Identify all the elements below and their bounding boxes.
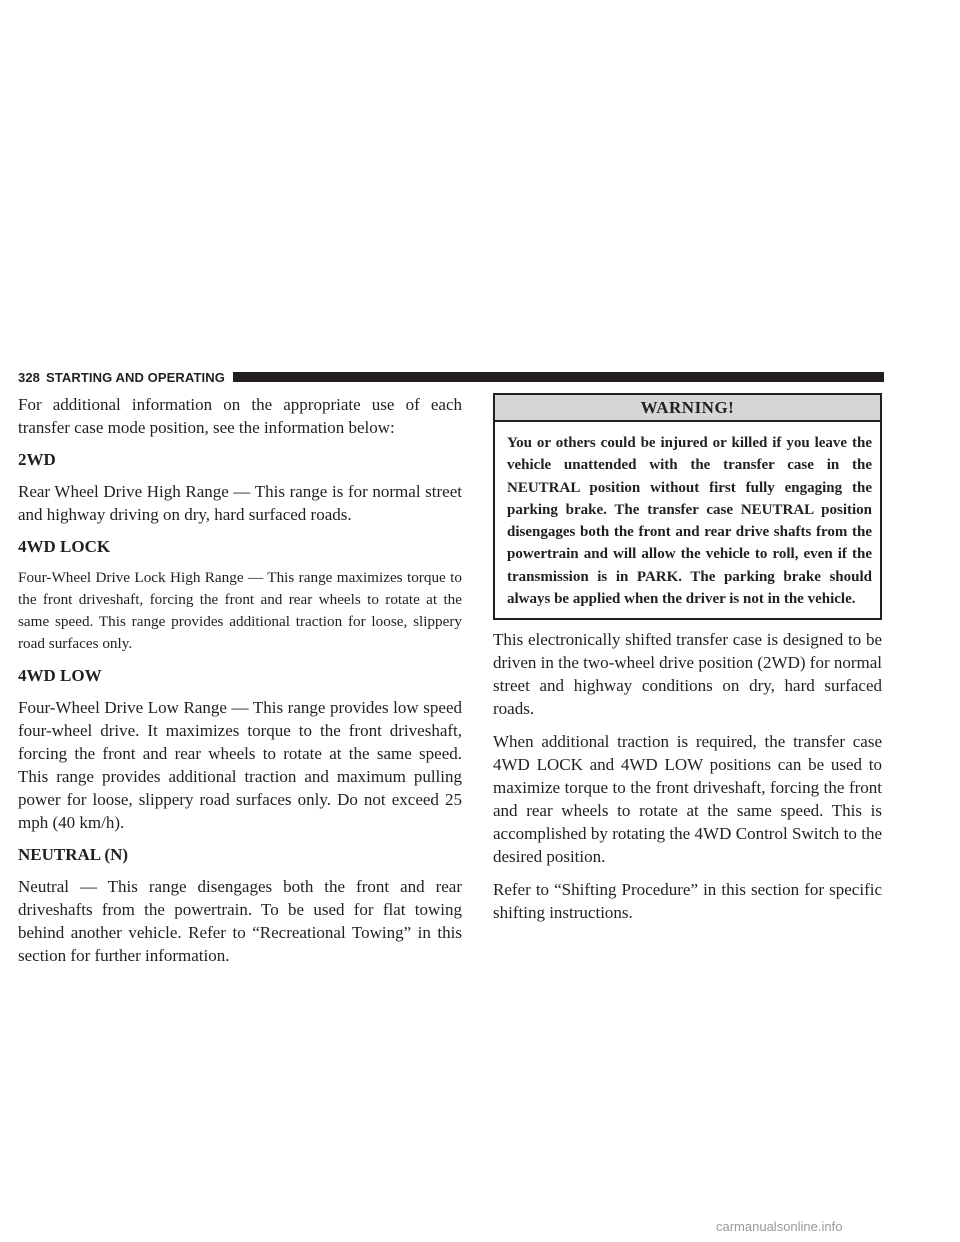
heading-4wd-lock: 4WD LOCK <box>18 537 111 556</box>
paragraph-transfer-case: This electronically shifted transfer case is designed to be driven in the two-wheel drive position (2WD) for normal street and highway conditions on dry, hard surfaced roads. <box>493 630 883 719</box>
paragraph-additional-traction: When additional traction is required, the transfer case 4WD LOCK and 4WD LOW positions can be used to maximize torque to the front driveshaft, forcing the front and rear wheels to rotate at the same speed. This is accomplished by rotating the 4WD Control Switch to the desired position. <box>493 732 882 867</box>
paragraph-2wd: Rear Wheel Drive High Range — This range is for normal street and highway driving on dry, hard surfaced roads. <box>18 482 462 524</box>
intro-paragraph: For additional information on the appropriate use of each transfer case mode position, see the information below: <box>18 395 462 437</box>
paragraph-4wd-lock: Four-Wheel Drive Lock High Range — This range maximizes torque to the front driveshaft, forcing the front and rear wheels to rotate at the same speed. This range provides additional traction for loose, slippery road surfaces only. <box>18 569 462 652</box>
header-rule <box>233 372 884 382</box>
section-title: STARTING AND OPERATING <box>46 369 225 385</box>
paragraph-neutral: Neutral — This range disengages both the front and rear driveshafts from the powertrain. To be used for flat towing behind another vehicle. Refer to “Recreational Towing” in this section for further information. <box>18 877 462 965</box>
header-text <box>18 370 225 385</box>
heading-4wd-low: 4WD LOW <box>18 666 102 685</box>
right-column <box>493 393 882 934</box>
page-number: 328 <box>18 369 40 385</box>
warning-box <box>493 393 882 620</box>
warning-body: You or others could be injured or killed if you leave the vehicle unattended with the transfer case in the NEUTRAL position without first fully engaging the parking brake. The transfer case NEUTRAL position disengages both the front and rear drive shafts from the powertrain and will allow the vehicle to roll, even if the transmission is in PARK. The parking brake should always be applied when the driver is not in the vehicle. <box>507 435 872 608</box>
heading-2wd: 2WD <box>18 450 56 469</box>
page-header <box>18 369 884 385</box>
warning-title: WARNING! <box>495 395 880 422</box>
paragraph-4wd-low: Four-Wheel Drive Low Range — This range provides low speed four-wheel drive. It maximizes torque to the front driveshaft, forcing the front and rear wheels to rotate at the same speed. This range provides additional traction and maximum pulling power for loose, slippery road surfaces only. Do not exceed 25 mph (40 km/h). <box>18 698 462 832</box>
heading-neutral: NEUTRAL (N) <box>18 845 129 864</box>
left-column <box>18 393 462 977</box>
footer-watermark: carmanualsonline.info <box>716 1219 843 1234</box>
paragraph-refer-shifting: Refer to “Shifting Procedure” in this section for specific shifting instructions. <box>493 880 882 923</box>
